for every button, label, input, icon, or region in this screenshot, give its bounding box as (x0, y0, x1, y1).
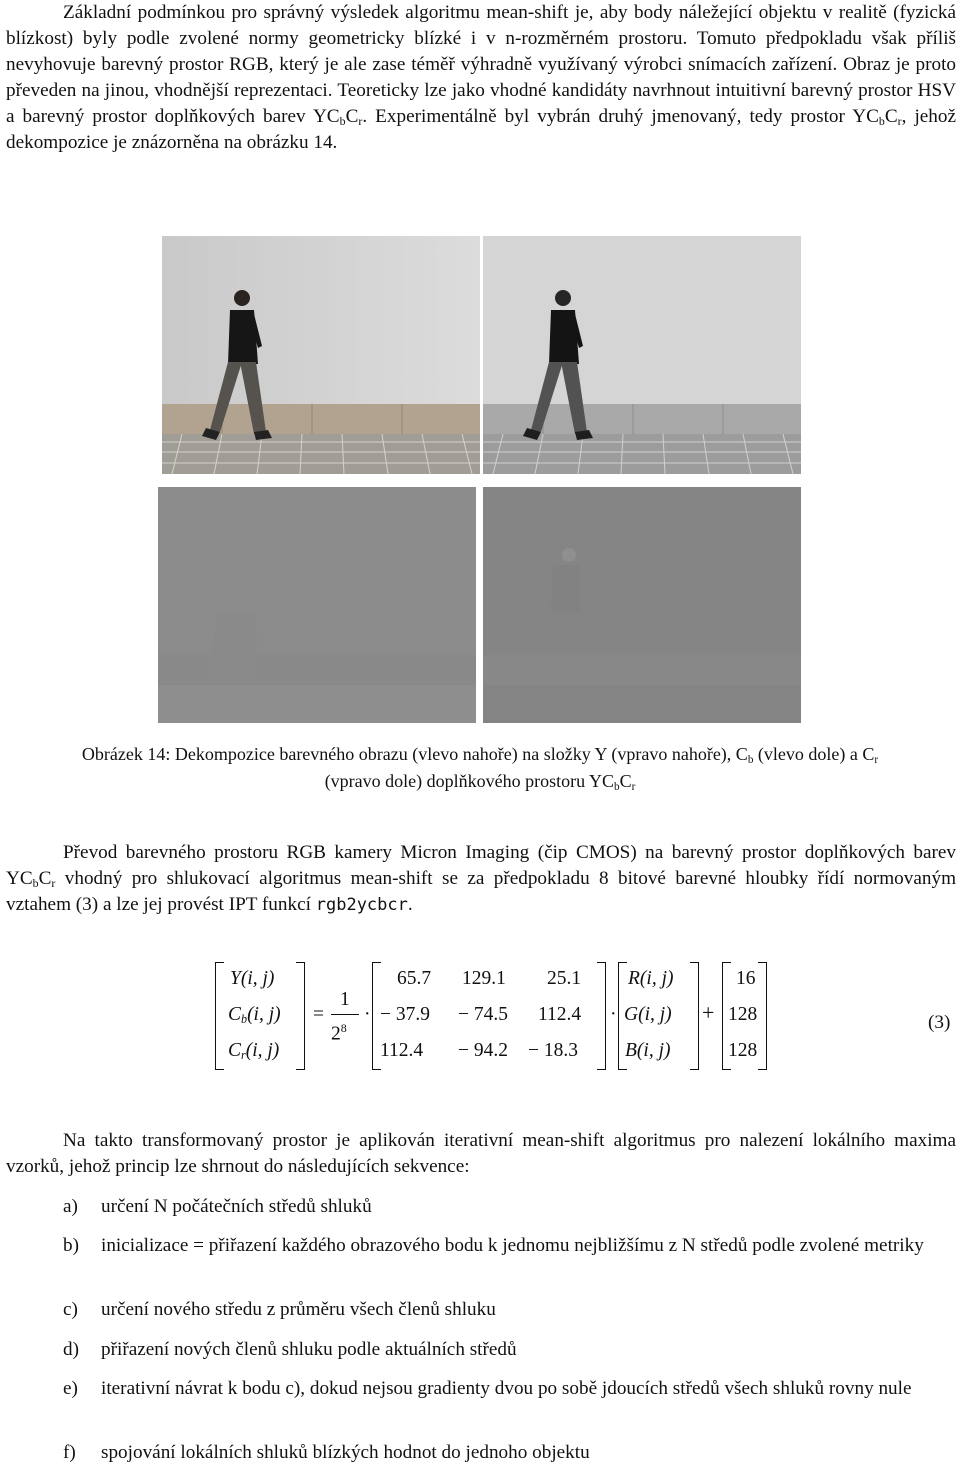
lhs-cb: $C_b(i$, j) (228, 1004, 281, 1026)
function-name: rgb2ycbcr (315, 895, 408, 915)
lhs-y: Y(i, j) (230, 968, 275, 989)
offset-value: 128 (728, 1040, 758, 1061)
matrix-cell: 25.1 (547, 968, 582, 989)
matrix-cell: − 74.5 (458, 1004, 508, 1025)
bracket-left (215, 962, 224, 1070)
caption-line-2: (vpravo dole) doplňkového prostoru $YC_bC_r$ (324, 771, 636, 793)
matrix-cell: − 94.2 (458, 1040, 508, 1061)
matrix-cell: 112.4 (380, 1040, 424, 1061)
equation-3 (200, 962, 770, 1072)
offset-value: 128 (728, 1004, 758, 1025)
rgb-r: R(i, j) (628, 968, 674, 989)
figure-caption: Obrázek 14: Dekompozice barevného obrazu (vlevo nahoře) na složky Y (vpravo nahoře), $C_b$ (vlevo dole) a $C_r$ (vpravo dole) doplňkového prostoru $YC_bC_r$ (81, 744, 879, 793)
figure-image-cr (483, 487, 801, 723)
multiply-dot: · (364, 1004, 371, 1025)
fraction-line (331, 1014, 359, 1015)
offset-bracket-right (758, 962, 767, 1070)
matrix-cell: 129.1 (462, 968, 506, 989)
bracket-right (296, 962, 305, 1070)
matrix-cell: 65.7 (397, 968, 432, 989)
equation-number: (3) (928, 1012, 951, 1033)
fraction-denominator: $2^8$ (331, 1021, 347, 1045)
figure-image-cb (158, 487, 476, 723)
equals-sign: = (313, 1004, 324, 1025)
matrix-cell: 112.4 (538, 1004, 582, 1025)
matrix-cell: − 18.3 (528, 1040, 578, 1061)
offset-value: 16 (736, 968, 756, 989)
intro-paragraph: Základní podmínkou pro správný výsledek algoritmu mean-shift je, aby body náležející objektu v realitě (fyzická blízkost) byly podle zvolené normy geometricky blízké i v n-rozměrném prostoru. Tomuto předpokladu však příliš nevyhovuje barevný prostor RGB, který je ale zase téměř výhradně využívaný výrobci snímacích zařízení. Obraz je proto převeden na jinou, vhodnější reprezentaci. Teoreticky lze jako vhodné kandidáty navrhnout intuitivní barevný prostor HSV a barevný prostor doplňkových barev $YC_bC_r$. Experimentálně byl vybrán druhý jmenovaný, tedy prostor $YC_bC_r$, jehož dekompozice je znázorněna na obrázku 14. (6, 2, 956, 153)
fraction-numerator: 1 (340, 989, 350, 1010)
figure-image-rgb (162, 236, 480, 474)
matrix-bracket-right (597, 962, 606, 1070)
rgb-bracket-right (690, 962, 699, 1070)
figure-image-y (483, 236, 801, 474)
rgb-g: G(i, j) (624, 1004, 672, 1025)
matrix-cell: − 37.9 (380, 1004, 430, 1025)
plus-sign: + (702, 1000, 715, 1025)
multiply-dot: · (610, 1004, 617, 1025)
lhs-cr: $C_r(i$, j) (228, 1040, 280, 1062)
rgb-b: B(i, j) (625, 1040, 671, 1061)
meanshift-paragraph: Na takto transformovaný prostor je aplikován iterativní mean-shift algoritmus pro nalezení lokálního maxima vzorků, jehož princip lze shrnout do následujících sekvence: (6, 1130, 956, 1177)
conversion-paragraph: Převod barevného prostoru RGB kamery Micron Imaging (čip CMOS) na barevný prostor doplňkových barev $YC_bC_r$ vhodný pro shlukovací algoritmus mean-shift se za předpokladu 8 bitové barevné hloubky řídí normovaným vztahem (3) a lze jej provést IPT funkcí rgb2ycbcr. (6, 842, 956, 915)
